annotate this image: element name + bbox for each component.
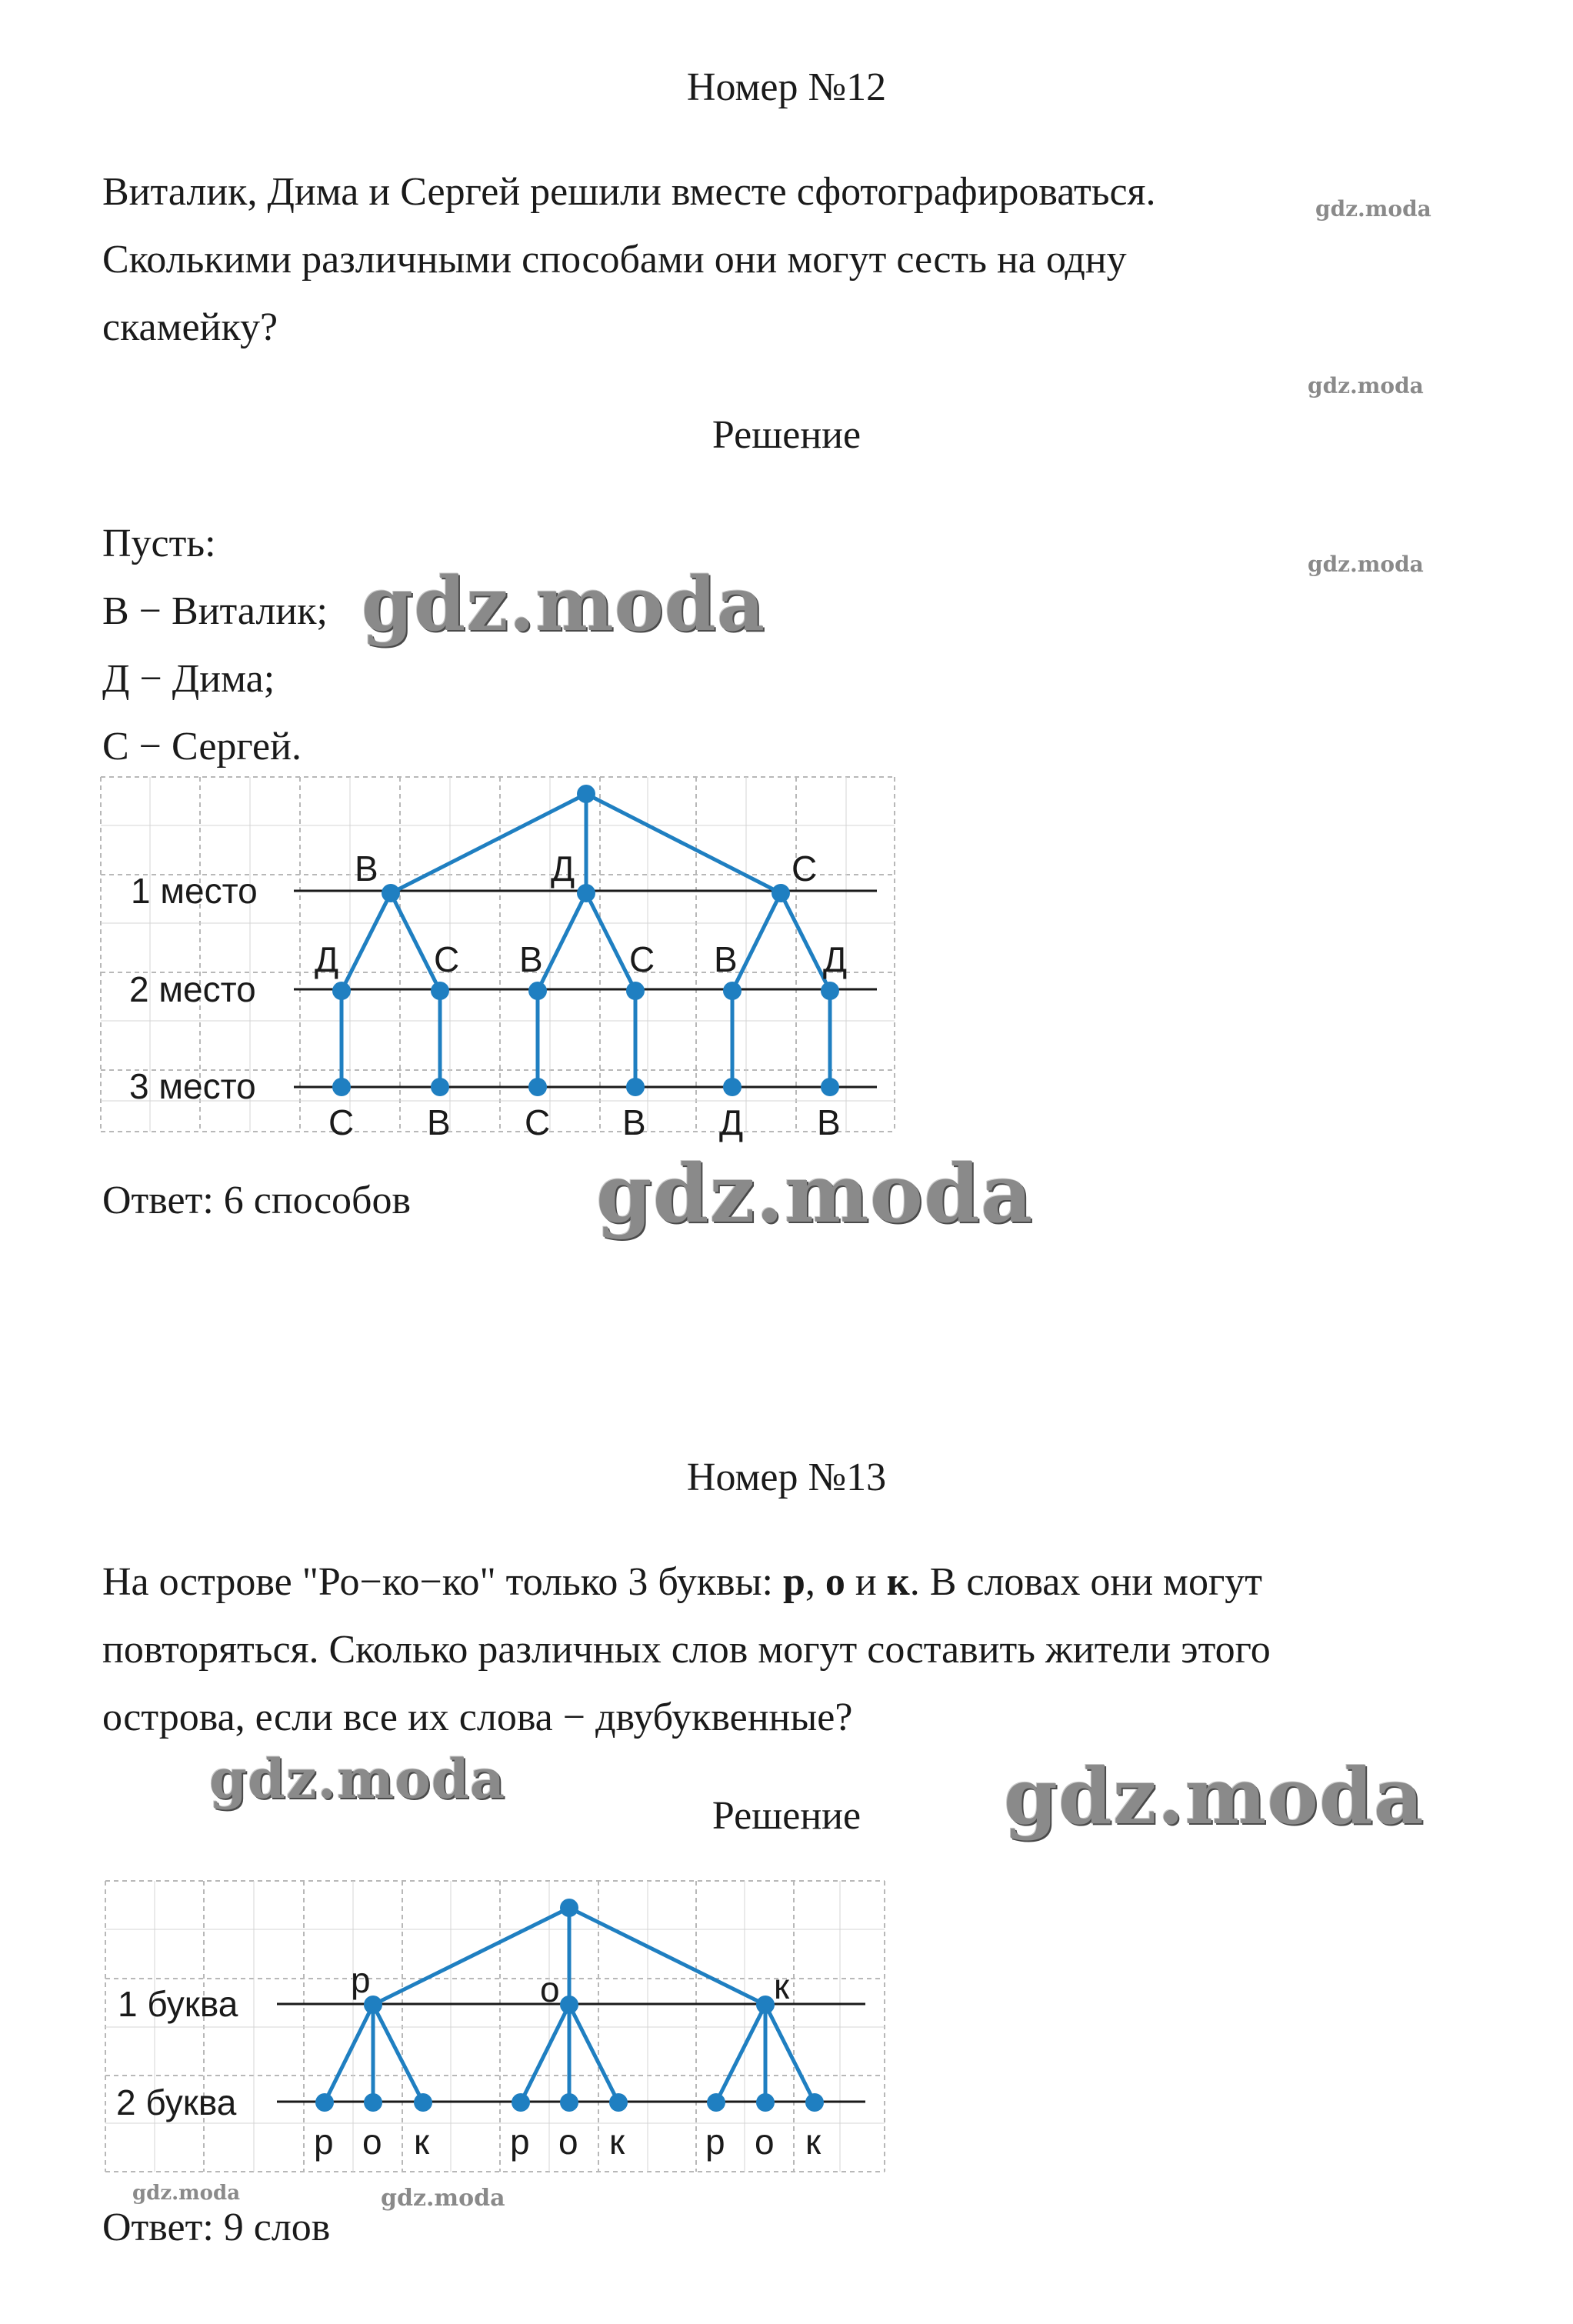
watermark-large-3: gdz.moda xyxy=(1004,1751,1425,1842)
node13-l1-k xyxy=(756,1996,775,2014)
definition-v: В − Виталик; xyxy=(102,589,328,633)
problem-12-answer: Ответ: 6 способов xyxy=(102,1179,412,1222)
node13-l2-6 xyxy=(609,2093,628,2112)
label-l3-4: В xyxy=(622,1102,646,1142)
row-label-place-2: 2 место xyxy=(129,969,256,1009)
watermark-small-4: gdz.moda xyxy=(132,2182,241,2205)
label13-l2-1: р xyxy=(314,2122,334,2162)
row-label-letter-1: 1 буква xyxy=(118,1984,238,2024)
watermark-small-3: gdz.moda xyxy=(1308,552,1424,577)
label-l3-1: С xyxy=(328,1102,355,1142)
problem-13-answer: Ответ: 9 слов xyxy=(102,2206,331,2249)
label13-l2-5: о xyxy=(558,2122,578,2162)
label-l3-2: В xyxy=(427,1102,451,1142)
node13-l2-8 xyxy=(756,2093,775,2112)
label-l3-5: Д xyxy=(719,1102,744,1142)
definition-let: Пусть: xyxy=(102,522,216,565)
problem-13-title: Номер №13 xyxy=(686,1455,887,1499)
label-l1-2: Д xyxy=(551,849,575,889)
watermark-small-5: gdz.moda xyxy=(381,2185,505,2212)
problem-13-solution-heading: Решение xyxy=(712,1794,861,1838)
problem-12-line-2: Сколькими различными способами они могут сесть на одну xyxy=(102,238,1127,282)
watermark-large-1: gdz.moda xyxy=(362,561,766,648)
label-l2-1: Д xyxy=(315,939,339,979)
label-l1-1: В xyxy=(355,849,378,889)
label-l3-3: С xyxy=(525,1102,551,1142)
label13-l2-9: к xyxy=(805,2122,821,2162)
label13-l2-6: к xyxy=(609,2122,625,2162)
label13-l1-2: о xyxy=(540,1969,560,2009)
node13-l2-4 xyxy=(512,2093,530,2112)
node13-l1-o xyxy=(560,1996,578,2014)
problem-13-line-2: повторяться. Сколько различных слов могут составить жители этого xyxy=(102,1628,1271,1672)
problem-12-title: Номер №12 xyxy=(686,65,887,109)
problem-13-line-1: На острове "Ро−ко−ко" только 3 буквы: р, о и к. В словах они могут xyxy=(102,1560,1262,1604)
label-l3-6: В xyxy=(817,1102,841,1142)
node13-l2-1 xyxy=(315,2093,334,2112)
node13-l2-9 xyxy=(805,2093,824,2112)
definition-d: Д − Дима; xyxy=(102,657,275,701)
label-l2-6: Д xyxy=(823,939,848,979)
node13-root xyxy=(560,1899,578,1917)
problem-12-solution-heading: Решение xyxy=(712,413,861,457)
label-l2-2: С xyxy=(434,939,460,979)
watermark-large-2: gdz.moda xyxy=(596,1146,1034,1241)
letter-o: о xyxy=(825,1560,845,1604)
watermark-medium-1: gdz.moda xyxy=(209,1747,506,1811)
watermark-small-2: gdz.moda xyxy=(1308,373,1424,398)
problem-12-line-3: скамейку? xyxy=(102,305,278,349)
node13-l2-5 xyxy=(560,2093,578,2112)
node13-l2-3 xyxy=(414,2093,432,2112)
label13-l2-4: р xyxy=(510,2122,530,2162)
letter-k: к xyxy=(886,1560,910,1604)
row-label-place-1: 1 место xyxy=(131,871,258,911)
node13-l2-7 xyxy=(707,2093,725,2112)
row-label-letter-2: 2 буква xyxy=(116,2082,237,2122)
problem-12-line-1: Виталик, Дима и Сергей решили вместе сфотографироваться. xyxy=(102,170,1156,214)
row-label-place-3: 3 место xyxy=(129,1066,256,1106)
node13-l2-2 xyxy=(364,2093,382,2112)
label13-l1-3: к xyxy=(774,1966,790,2006)
label13-l2-7: р xyxy=(705,2122,725,2162)
watermark-small-1: gdz.moda xyxy=(1315,196,1431,222)
label-l2-3: В xyxy=(519,939,543,979)
definition-s: С − Сергей. xyxy=(102,725,302,769)
label13-l1-1: р xyxy=(351,1960,371,2000)
label-l2-4: С xyxy=(629,939,655,979)
label-l1-3: С xyxy=(791,849,818,889)
label13-l2-8: о xyxy=(755,2122,775,2162)
label13-l2-3: к xyxy=(414,2122,430,2162)
label13-l2-2: о xyxy=(362,2122,382,2162)
problem-13-line-3: острова, если все их слова − двубуквенные? xyxy=(102,1695,853,1739)
letter-r: р xyxy=(783,1560,805,1604)
label-l2-5: В xyxy=(714,939,738,979)
